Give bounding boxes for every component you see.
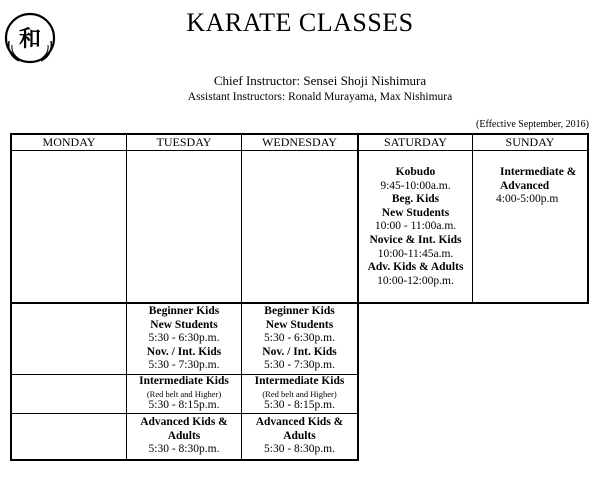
chief-instructor: Chief Instructor: Sensei Shoji Nishimura [213, 73, 427, 88]
sunday-class-name: Intermediate & [500, 166, 577, 178]
assistant-instructors: Assistant Instructors: Ronald Murayama, Max Nishimura [187, 91, 453, 103]
header-wednesday: WEDNESDAY [262, 135, 337, 149]
class-time: 5:30 - 7:30p.m. [148, 359, 220, 372]
tuesday-block-1 [127, 305, 241, 373]
saturday-class-time: 10:00-12:00p.m. [377, 274, 454, 287]
class-name: Beginner Kids [264, 305, 335, 317]
row-divider [10, 302, 588, 304]
class-name: Nov. / Int. Kids [262, 345, 337, 358]
header-tuesday: TUESDAY [156, 135, 212, 149]
class-note: (Red belt and Higher) [146, 388, 222, 399]
header-saturday: SATURDAY [384, 135, 447, 149]
row-divider-3 [10, 413, 358, 414]
class-time: 5:30 - 8:30p.m. [148, 443, 220, 456]
class-name: Adults [283, 429, 316, 442]
col-border-right [587, 133, 589, 304]
saturday-classes [359, 166, 472, 288]
saturday-class-time: 10:00-11:45a.m. [377, 247, 454, 260]
class-time: 5:30 - 6:30p.m. [264, 332, 335, 345]
class-name: Beginner Kids [148, 305, 220, 317]
col-border-sat-sun [472, 133, 473, 304]
class-name: Intermediate Kids [254, 375, 345, 387]
tuesday-block-2 [127, 375, 241, 412]
table-bottom-border [10, 459, 358, 461]
col-border-left [10, 133, 12, 461]
effective-date: (Effective September, 2016) [476, 119, 589, 130]
page-title: KARATE CLASSES [186, 8, 414, 37]
header-sunday: SUNDAY [505, 135, 555, 149]
class-time: 5:30 - 6:30p.m. [148, 332, 220, 345]
header-monday: MONDAY [42, 135, 96, 149]
saturday-class-time: 10:00 - 11:00a.m. [374, 220, 457, 233]
class-time: 5:30 - 7:30p.m. [264, 359, 335, 372]
sunday-class-name: Advanced [500, 179, 550, 192]
tuesday-block-3 [127, 416, 241, 457]
saturday-class-name: New Students [381, 206, 450, 219]
saturday-class-time: 9:45-10:00a.m. [380, 179, 451, 192]
header-divider [10, 150, 588, 151]
class-time: 5:30 - 8:30p.m. [264, 443, 335, 456]
class-time: 5:30 - 8:15p.m. [264, 398, 335, 411]
saturday-class-name: Beg. Kids [391, 193, 440, 206]
saturday-class-name: Kobudo [395, 166, 436, 178]
class-name: Nov. / Int. Kids [146, 345, 222, 358]
saturday-class-name: Adv. Kids & Adults [367, 261, 464, 274]
wednesday-block-3 [242, 416, 357, 457]
logo-glyph: 和 [18, 26, 42, 52]
sunday-classes [473, 166, 600, 207]
class-name: Intermediate Kids [139, 375, 229, 387]
class-name: New Students [265, 318, 334, 331]
class-note: (Red belt and Higher) [262, 388, 337, 399]
sunday-class-time: 4:00-5:00p.m [496, 193, 559, 206]
class-name: Advanced Kids & [140, 416, 228, 428]
class-name: New Students [150, 318, 218, 331]
class-time: 5:30 - 8:15p.m. [148, 398, 220, 411]
class-name: Advanced Kids & [255, 416, 344, 428]
saturday-class-name: Novice & Int. Kids [369, 233, 462, 246]
wednesday-block-1 [242, 305, 357, 373]
wednesday-block-2 [242, 375, 357, 412]
class-name: Adults [167, 429, 201, 442]
